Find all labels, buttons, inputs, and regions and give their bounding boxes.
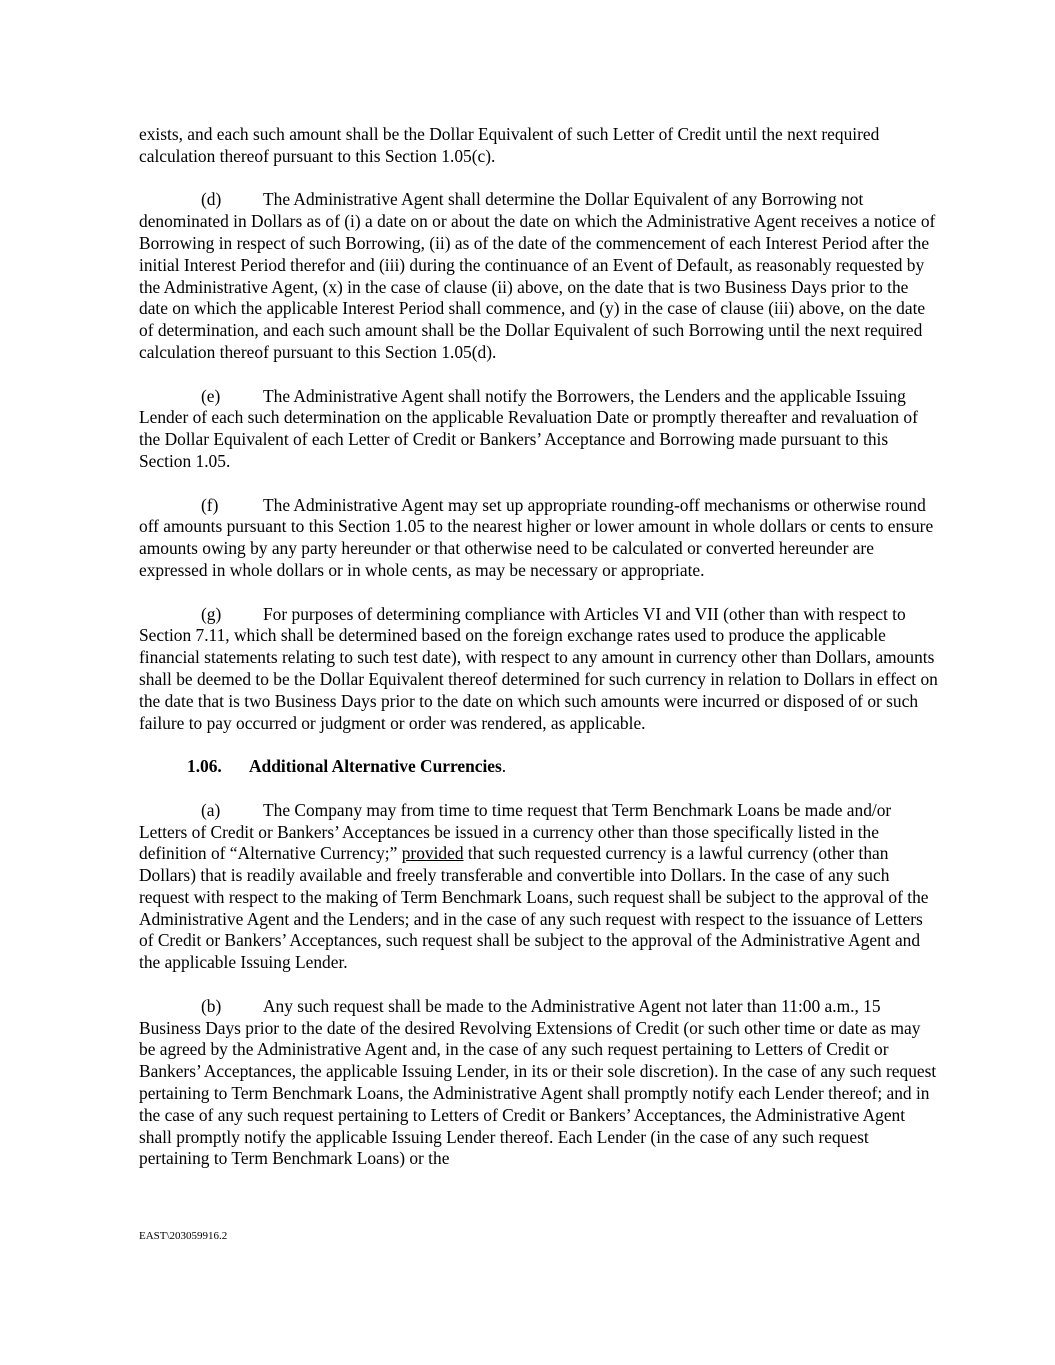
paragraph-g-text: For purposes of determining compliance with Articles VI and VII (other than with respect to Section 7.11, which shall be determined based on the foreign exchange rates used to produce the applicable financial statements relating to such test date), with respect to any amount in currency other than Dollars, amounts shall be deemed to be the Dollar Equivalent thereof determined for such currency in relation to Dollars in effect on the date that is two Business Days prior to the date on which such amounts were incurred or disposed of or such failure to pay occurred or judgment or order was rendered, as applicable. <box>139 603 938 733</box>
document-page <box>139 124 939 1192</box>
paragraph-d-label: (d) <box>201 189 222 210</box>
paragraph-d-text: The Administrative Agent shall determine the Dollar Equivalent of any Borrowing not denominated in Dollars as of (i) a date on or about the date on which the Administrative Agent receives a notice of Borrowing in respect of such Borrowing, (ii) as of the date of the commencement of each Interest Period after the initial Interest Period therefor and (iii) during the continuance of an Event of Default, as reasonably requested by the Administrative Agent, (x) in the case of clause (ii) above, on the date that is two Business Days prior to the date on which the applicable Interest Period shall commence, and (y) in the case of clause (iii) above, on the date of determination, and each such amount shall be the Dollar Equivalent of such Borrowing until the next required calculation thereof pursuant to this Section 1.05(d). <box>139 189 936 362</box>
paragraph-1-06-a-label: (a) <box>201 799 221 820</box>
continuation-text: exists, and each such amount shall be the Dollar Equivalent of such Letter of Credit until the next required calculation thereof pursuant to this Section 1.05(c). <box>139 124 880 166</box>
paragraph-e <box>139 386 939 473</box>
paragraph-f <box>139 495 939 582</box>
paragraph-1-06-b-text: Any such request shall be made to the Administrative Agent not later than 11:00 a.m., 15 Business Days prior to the date of the desired Revolving Extensions of Credit (or such other time or date as may be agreed by the Administrative Agent and, in the case of any such request pertaining to Letters of Credit or Bankers’ Acceptances, the applicable Issuing Lender, in its or their sole discretion). In the case of any such request pertaining to Term Benchmark Loans, the Administrative Agent shall promptly notify each Lender thereof; and in the case of any such request pertaining to Letters of Credit or Bankers’ Acceptances, the Administrative Agent shall promptly notify the applicable Issuing Lender thereof. Each Lender (in the case of any such request pertaining to Term Benchmark Loans) or the <box>139 995 937 1169</box>
paragraph-1-06-a <box>139 800 939 974</box>
section-title: Additional Alternative Currencies <box>249 756 502 777</box>
footer-doc-id: EAST\203059916.2 <box>139 1230 228 1242</box>
paragraph-d <box>139 189 939 363</box>
section-1-06-heading <box>139 756 939 778</box>
paragraph-1-06-a-text-before: The Company may from time to time request that Term Benchmark Loans be made and/or Letters of Credit or Bankers’ Acceptances be issued in a currency other than those specifically listed in the definition of “Alternative Currency;” <box>139 799 892 864</box>
section-number: 1.06. <box>187 756 222 777</box>
paragraph-1-06-a-text-after: that such requested currency is a lawful currency (other than Dollars) that is readily available and freely transferable and convertible into Dollars. In the case of any such request with respect to the making of Term Benchmark Loans, such request shall be subject to the approval of the Administrative Agent and the Lenders; and in the case of any such request with respect to the issuance of Letters of Credit or Bankers’ Acceptances, such request shall be subject to the approval of the Administrative Agent and the applicable Issuing Lender. <box>139 843 929 973</box>
paragraph-g-label: (g) <box>201 603 222 624</box>
paragraph-f-text: The Administrative Agent may set up appropriate rounding-off mechanisms or otherwise round off amounts pursuant to this Section 1.05 to the nearest higher or lower amount in whole dollars or cents to ensure amounts owing by any party hereunder or that otherwise need to be calculated or converted hereunder are expressed in whole dollars or in whole cents, as may be necessary or appropriate. <box>139 494 934 580</box>
provided-underlined: provided <box>401 843 464 864</box>
section-title-period: . <box>501 756 507 777</box>
paragraph-e-text: The Administrative Agent shall notify the Borrowers, the Lenders and the applicable Issuing Lender of each such determination on the applicable Revaluation Date or promptly thereafter and revaluation of the Dollar Equivalent of each Letter of Credit or Bankers’ Acceptance and Borrowing made pursuant to this Section 1.05. <box>139 385 918 471</box>
paragraph-1-06-b <box>139 996 939 1170</box>
paragraph-1-06-b-label: (b) <box>201 995 222 1016</box>
paragraph-e-label: (e) <box>201 385 221 406</box>
paragraph-g <box>139 604 939 735</box>
paragraph-f-label: (f) <box>201 494 219 515</box>
continuation-paragraph <box>139 124 939 168</box>
